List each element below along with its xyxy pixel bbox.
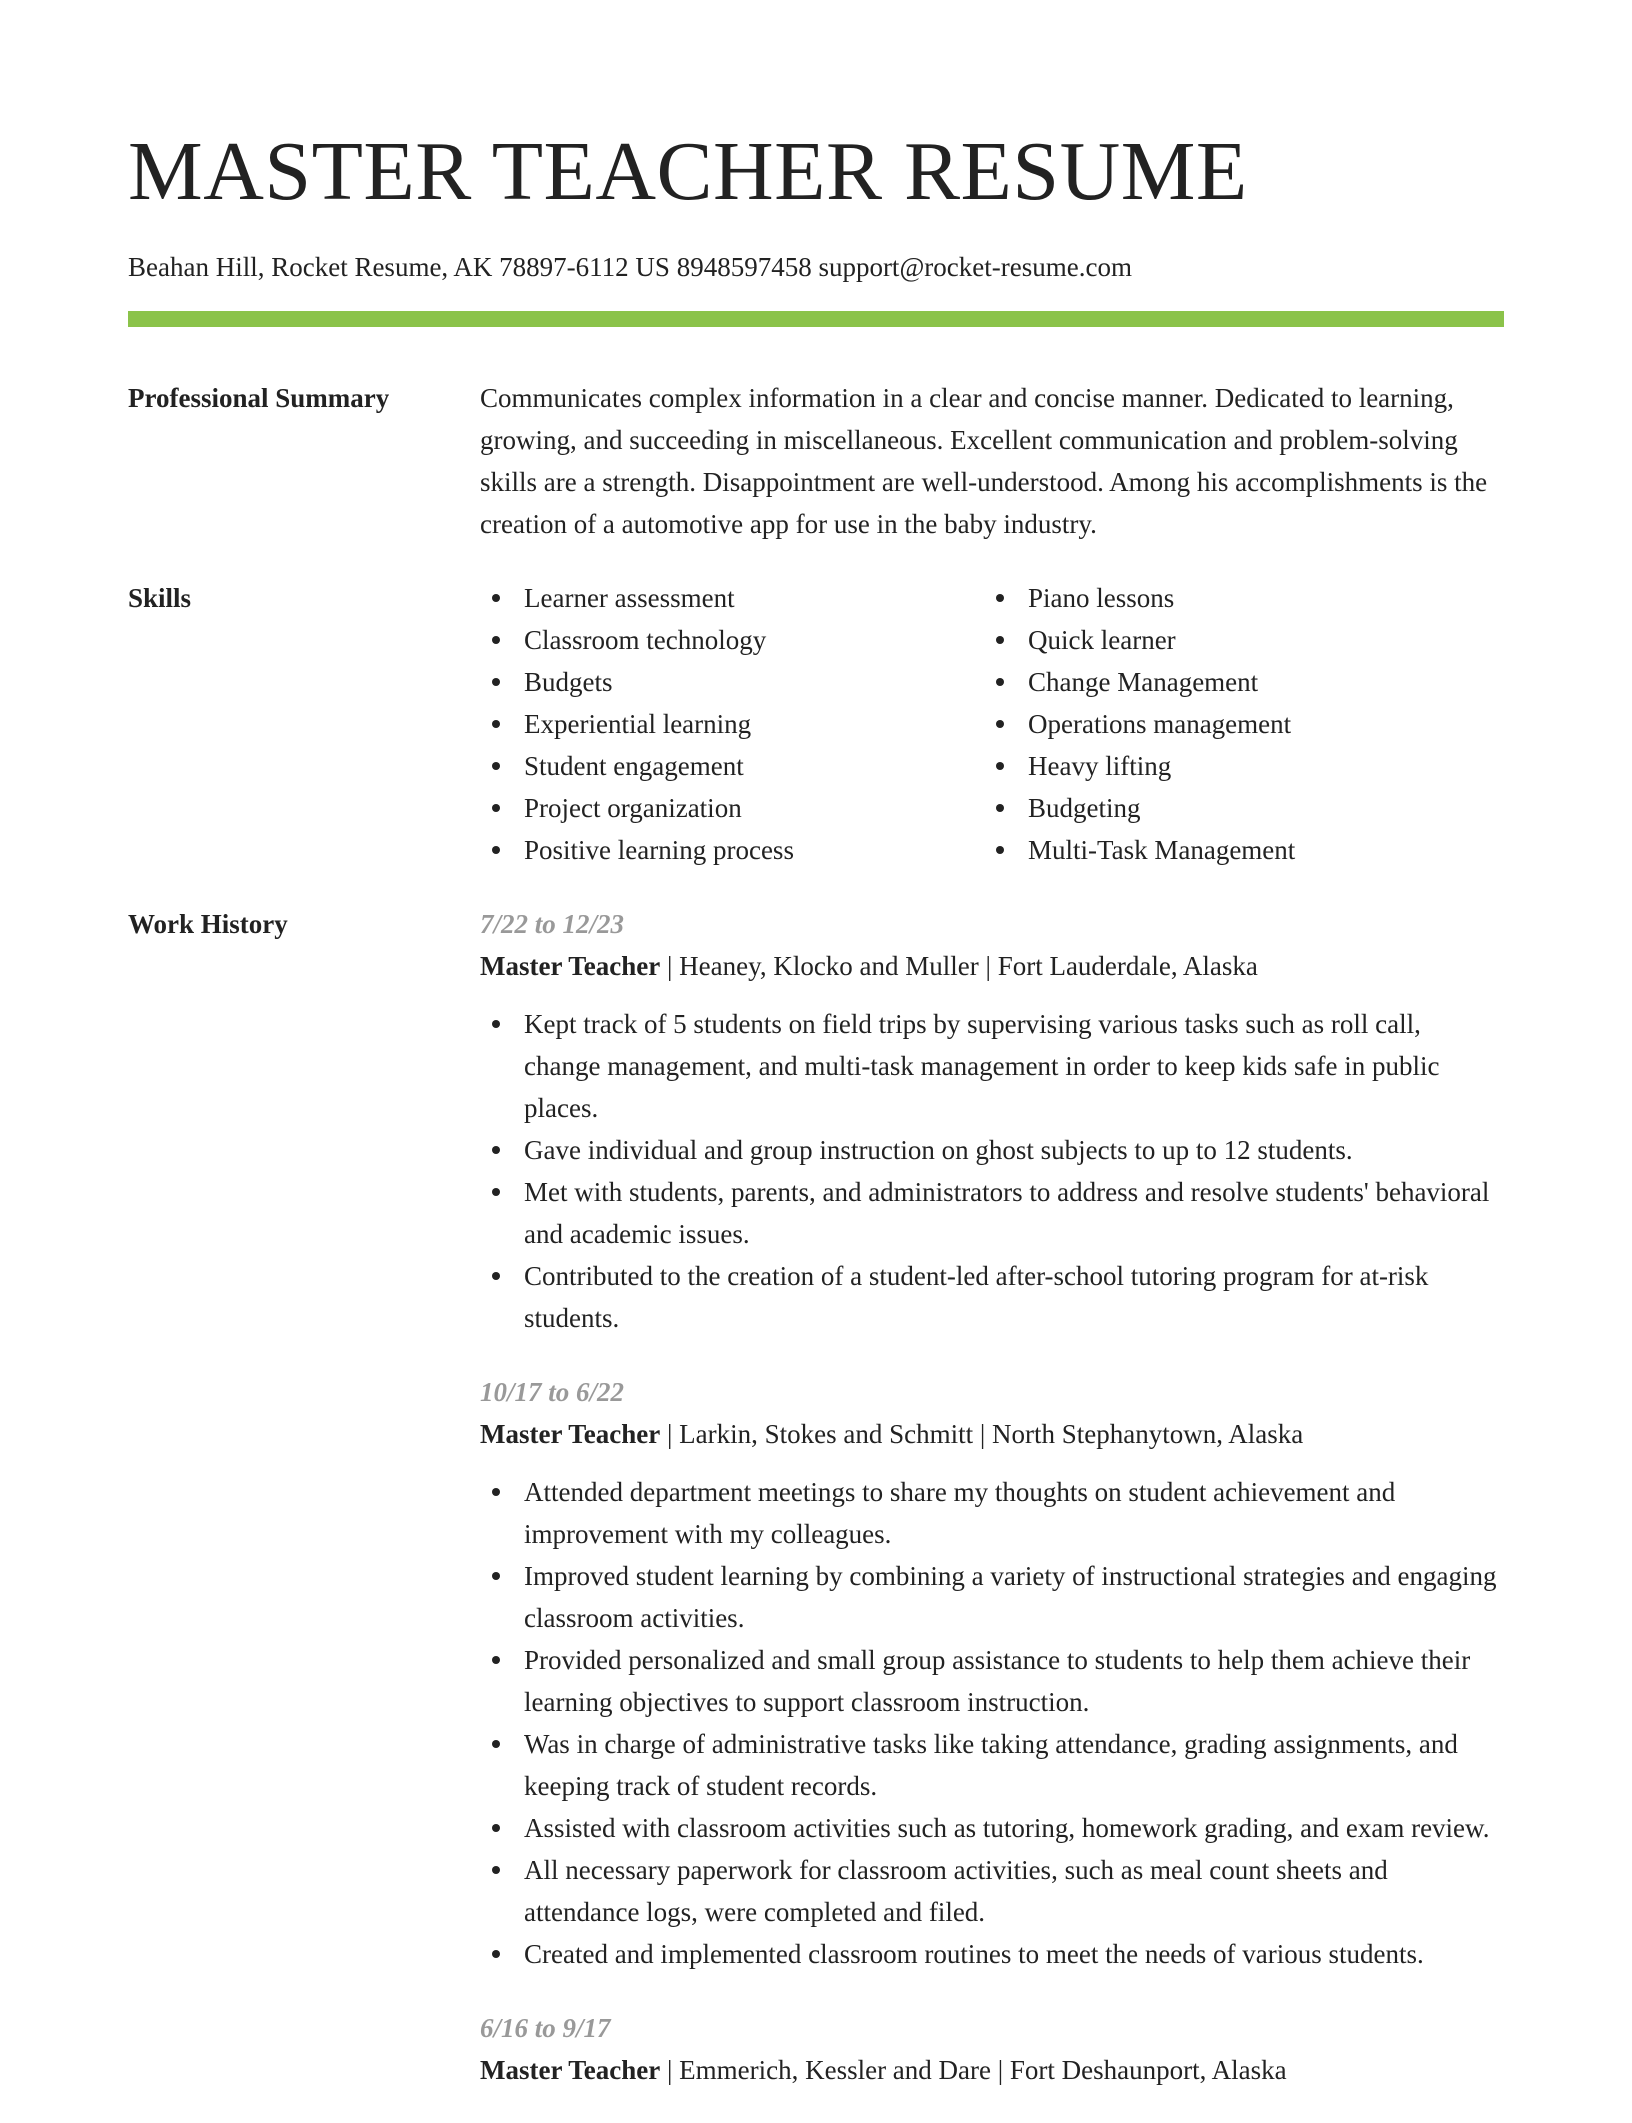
skill-item: Budgets — [480, 661, 984, 703]
job-location: Fort Deshaunport, Alaska — [1009, 2055, 1287, 2085]
contact-line: Beahan Hill, Rocket Resume, AK 78897-6112 US 8948597458 support@rocket-resume.com — [128, 252, 1132, 282]
accent-divider — [128, 311, 1504, 327]
work-history-section — [128, 903, 1504, 2123]
job-location: Fort Lauderdale, Alaska — [997, 951, 1258, 981]
job-entry — [480, 2007, 1504, 2091]
job-separator: | — [660, 1419, 680, 1449]
job-bullet: Was in charge of administrative tasks like taking attendance, grading assignments, and keeping track of student records. — [480, 1723, 1504, 1807]
skill-item: Change Management — [984, 661, 1488, 703]
job-bullet: Created and implemented classroom routines to meet the needs of various students. — [480, 1933, 1504, 1975]
skills-heading: Skills — [128, 583, 192, 613]
summary-heading: Professional Summary — [128, 383, 390, 413]
skills-section — [128, 577, 1504, 871]
skill-item: Operations management — [984, 703, 1488, 745]
resume-page — [128, 0, 1504, 2123]
job-location: North Stephanytown, Alaska — [992, 1419, 1304, 1449]
job-bullet: All necessary paperwork for classroom activities, such as meal count sheets and attendance logs, were completed and filed. — [480, 1849, 1504, 1933]
job-separator: | — [660, 951, 680, 981]
skill-item: Quick learner — [984, 619, 1488, 661]
job-bullet: Attended department meetings to share my thoughts on student achievement and improvement with my colleagues. — [480, 1471, 1504, 1555]
skill-item: Heavy lifting — [984, 745, 1488, 787]
skill-item: Positive learning process — [480, 829, 984, 871]
job-bullet-list — [480, 1003, 1504, 1339]
job-bullet-list — [480, 1471, 1504, 1975]
job-bullet: Provided personalized and small group assistance to students to help them achieve their learning objectives to support classroom instruction. — [480, 1639, 1504, 1723]
summary-text: Communicates complex information in a clear and concise manner. Dedicated to learning, growing, and succeeding in miscellaneous. Excellent communication and problem-solving skills are a strength. Disappointment are well-understood. Among his accomplishments is the creation of a automotive app for use in the baby industry. — [480, 383, 1488, 539]
job-title: Master Teacher — [480, 2055, 661, 2085]
skill-item: Project organization — [480, 787, 984, 829]
job-entry — [480, 903, 1504, 1339]
resume-title: MASTER TEACHER RESUME — [128, 125, 1248, 218]
job-title-line — [480, 945, 1504, 987]
job-bullet: Improved student learning by combining a variety of instructional strategies and engaging classroom activities. — [480, 1555, 1504, 1639]
skill-item: Multi-Task Management — [984, 829, 1488, 871]
summary-section — [128, 377, 1504, 545]
job-bullet: Assisted with classroom activities such as tutoring, homework grading, and exam review. — [480, 1807, 1504, 1849]
job-dates: 10/17 to 6/22 — [480, 1377, 625, 1407]
skills-columns — [480, 577, 1504, 871]
skill-item: Classroom technology — [480, 619, 984, 661]
job-title-line — [480, 1413, 1504, 1455]
skill-item: Experiential learning — [480, 703, 984, 745]
work-history-heading: Work History — [128, 909, 288, 939]
job-dates: 6/16 to 9/17 — [480, 2013, 611, 2043]
job-bullet: Gave individual and group instruction on ghost subjects to up to 12 students. — [480, 1129, 1504, 1171]
skills-list-right — [984, 577, 1488, 871]
job-company: Larkin, Stokes and Schmitt — [679, 1419, 974, 1449]
skill-item: Learner assessment — [480, 577, 984, 619]
job-separator: | — [991, 2055, 1010, 2085]
job-bullet: Kept track of 5 students on field trips by supervising various tasks such as roll call, change management, and multi-task management in order to keep kids safe in public places. — [480, 1003, 1504, 1129]
job-bullet: Contributed to the creation of a student-led after-school tutoring program for at-risk students. — [480, 1255, 1504, 1339]
job-separator: | — [978, 951, 998, 981]
skills-list-left — [480, 577, 984, 871]
job-separator: | — [973, 1419, 992, 1449]
job-title: Master Teacher — [480, 951, 661, 981]
skill-item: Piano lessons — [984, 577, 1488, 619]
job-company: Heaney, Klocko and Muller — [679, 951, 979, 981]
skill-item: Student engagement — [480, 745, 984, 787]
job-bullet: Met with students, parents, and administrators to address and resolve students' behavioral and academic issues. — [480, 1171, 1504, 1255]
job-title-line — [480, 2049, 1504, 2091]
job-dates: 7/22 to 12/23 — [480, 909, 625, 939]
skill-item: Budgeting — [984, 787, 1488, 829]
job-company: Emmerich, Kessler and Dare — [679, 2055, 991, 2085]
job-list — [480, 903, 1504, 2123]
job-separator: | — [660, 2055, 680, 2085]
job-title: Master Teacher — [480, 1419, 661, 1449]
job-entry — [480, 1371, 1504, 1975]
